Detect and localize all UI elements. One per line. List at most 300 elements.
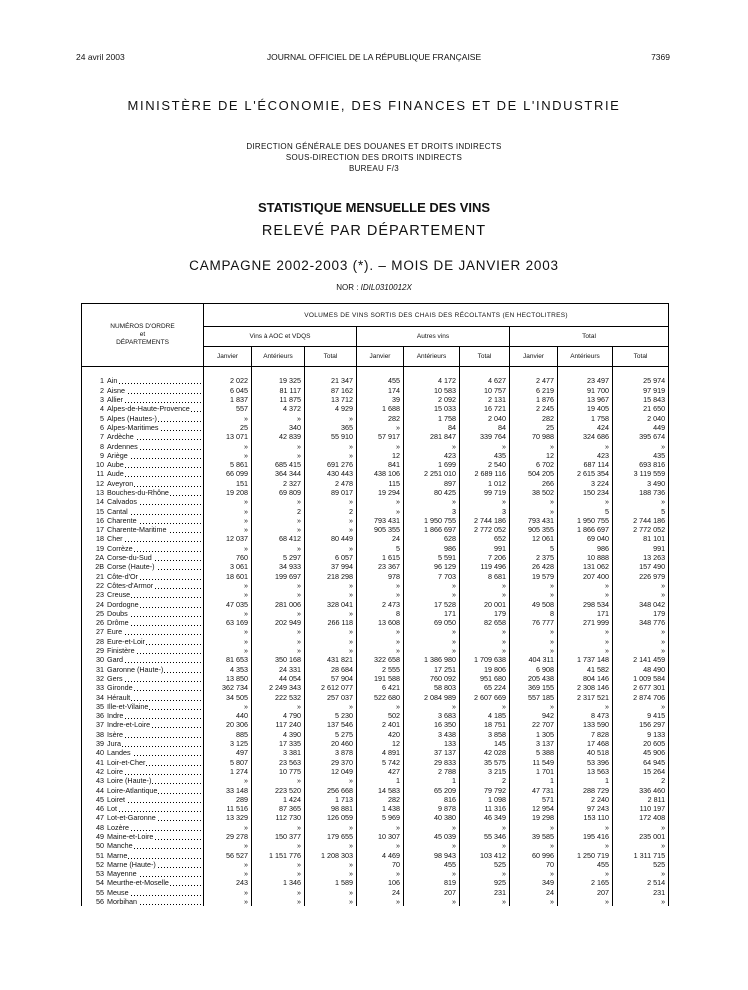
value-cell: 24 331 [252,665,305,674]
department-cell [82,674,204,683]
department-name-cell [107,832,202,841]
value-cell: 691 276 [305,460,357,469]
department-cell [82,376,204,385]
department-name: Alpes-Maritimes [107,422,159,432]
department-name: Ariège [107,450,128,460]
department-name-cell [107,711,202,720]
column-header: Total [613,347,669,367]
value-cell: » [357,590,404,599]
row-header-line-3: DÉPARTEMENTS [116,339,169,346]
value-cell: 13 329 [204,813,252,822]
department-name: Aude [107,469,124,479]
column-header: Total [305,347,357,367]
value-cell: 110 197 [613,804,669,813]
department-cell [82,525,204,534]
value-cell: 40 518 [558,748,613,757]
value-cell: 47 035 [204,599,252,608]
table-row [82,748,669,757]
table-row [82,692,669,701]
column-header: Antérieurs [404,347,460,367]
value-cell: 1 438 [357,804,404,813]
value-cell: 11 516 [204,804,252,813]
department-number: 7 [100,432,104,442]
value-cell: » [510,506,558,515]
value-cell: » [357,423,404,432]
value-cell: » [558,823,613,832]
value-cell: 322 658 [357,655,404,664]
department-name: Indre-et-Loire [107,720,151,730]
department-name: Côte-d'Or [107,571,138,581]
table-row [82,386,669,395]
value-cell: » [460,823,510,832]
value-cell: 365 [305,423,357,432]
value-cell: » [460,702,510,711]
table-row [82,525,669,534]
value-cell: 2 092 [404,395,460,404]
department-number: 23 [96,590,104,600]
department-name: Ardennes [107,441,138,451]
value-cell: 431 821 [305,655,357,664]
table-row [82,720,669,729]
value-cell: » [558,897,613,906]
spacer-cell [305,367,357,377]
value-cell: 10 307 [357,832,404,841]
value-cell: 3 125 [204,739,252,748]
value-cell: » [305,609,357,618]
department-number: 11 [96,469,104,479]
value-cell: 1 009 584 [613,674,669,683]
department-name: Landes [107,748,131,758]
value-cell: 156 297 [613,720,669,729]
department-cell [82,897,204,906]
value-cell: 3 438 [404,730,460,739]
department-name-cell [107,525,202,534]
value-cell: » [558,627,613,636]
value-cell: 19 579 [510,572,558,581]
spacer-cell [252,367,305,377]
value-cell: 20 306 [204,720,252,729]
value-cell: 87 162 [305,386,357,395]
department-name-cell [107,451,202,460]
table-row [82,683,669,692]
value-cell: 153 110 [558,813,613,822]
value-cell: 37 994 [305,562,357,571]
department-name-cell [107,860,202,869]
value-cell: 1 713 [305,795,357,804]
value-cell: 3 381 [252,748,305,757]
value-cell: » [252,627,305,636]
value-cell: 12 [357,451,404,460]
value-cell: 69 809 [252,488,305,497]
header-page-number: 7369 [651,52,670,62]
value-cell: 9 415 [613,711,669,720]
value-cell: » [404,869,460,878]
value-cell: 5 969 [357,813,404,822]
department-cell [82,804,204,813]
department-name-cell [107,878,202,887]
department-name-cell [107,534,202,543]
department-name: Morbihan [107,897,137,907]
department-cell [82,627,204,636]
value-cell: 84 [460,423,510,432]
department-cell [82,823,204,832]
value-cell: 19 806 [460,665,510,674]
value-cell: 8 473 [558,711,613,720]
department-number: 49 [96,831,104,841]
value-cell: 2 245 [510,404,558,413]
value-cell: 172 408 [613,813,669,822]
value-cell: 82 658 [460,618,510,627]
value-cell: 45 906 [613,748,669,757]
table-row [82,823,669,832]
value-cell: 16 721 [460,404,510,413]
table-row [82,841,669,850]
value-cell: 1 311 715 [613,850,669,859]
table-row [82,665,669,674]
value-cell: 38 502 [510,488,558,497]
value-cell: 7 206 [460,553,510,562]
value-cell: 449 [613,423,669,432]
value-cell: 12 [357,739,404,748]
value-cell: 6 045 [204,386,252,395]
value-cell: » [613,702,669,711]
value-cell: 87 365 [252,804,305,813]
department-name-cell [107,460,202,469]
department-name: Loiret [107,794,125,804]
value-cell: 19 405 [558,404,613,413]
department-number: 27 [96,627,104,637]
department-cell [82,395,204,404]
value-cell: 202 949 [252,618,305,627]
value-cell: 39 585 [510,832,558,841]
value-cell: 37 137 [404,748,460,757]
value-cell: 256 668 [305,785,357,794]
value-cell: 502 [357,711,404,720]
value-cell: 1 012 [460,479,510,488]
table-row [82,497,669,506]
department-name-cell [107,786,202,795]
value-cell: 20 001 [460,599,510,608]
value-cell: 3 878 [305,748,357,757]
value-cell: 2 022 [204,376,252,385]
value-cell: 2 317 521 [558,692,613,701]
department-cell [82,869,204,878]
value-cell: 282 [357,413,404,422]
value-cell: » [404,441,460,450]
value-cell: » [204,823,252,832]
value-cell: » [252,609,305,618]
value-cell: 2 [460,776,510,785]
value-cell: » [460,627,510,636]
value-cell: 69 050 [404,618,460,627]
value-cell: » [558,497,613,506]
value-cell: 2 689 116 [460,469,510,478]
value-cell: 4 372 [252,404,305,413]
value-cell: 15 843 [613,395,669,404]
value-cell: 25 [204,423,252,432]
department-number: 29 [96,646,104,656]
value-cell: 2 [252,506,305,515]
value-cell: » [404,841,460,850]
value-cell: 281 847 [404,432,460,441]
value-cell: 404 311 [510,655,558,664]
value-cell: 48 490 [613,665,669,674]
value-cell: 115 [357,479,404,488]
spacer-cell [558,367,613,377]
value-cell: 20 605 [613,739,669,748]
value-cell: » [404,823,460,832]
group-header-total: Total [510,327,669,347]
value-cell: 6 702 [510,460,558,469]
value-cell: 687 114 [558,460,613,469]
value-cell: 97 243 [558,804,613,813]
value-cell: 4 172 [404,376,460,385]
department-cell [82,423,204,432]
value-cell: 10 775 [252,767,305,776]
department-name: Gers [107,673,123,683]
value-cell: » [613,823,669,832]
department-name: Côtes-d'Armor [107,580,154,590]
value-cell: 207 400 [558,572,613,581]
value-cell: 1 098 [460,795,510,804]
value-cell: » [510,637,558,646]
department-number: 25 [96,608,104,618]
value-cell: 2 555 [357,665,404,674]
value-cell: 2 874 706 [613,692,669,701]
department-name-cell [107,776,202,785]
department-number: 36 [96,711,104,721]
value-cell: » [204,581,252,590]
table-row [82,516,669,525]
value-cell: » [204,888,252,897]
value-cell: 1 615 [357,553,404,562]
value-cell: 4 185 [460,711,510,720]
value-cell: » [404,637,460,646]
department-cell [82,767,204,776]
value-cell: » [204,646,252,655]
value-cell: » [305,441,357,450]
table-row [82,479,669,488]
value-cell: 150 377 [252,832,305,841]
value-cell: 9 878 [404,804,460,813]
value-cell: 1 688 [357,404,404,413]
value-cell: 70 [510,860,558,869]
value-cell: 266 118 [305,618,357,627]
value-cell: » [510,702,558,711]
table-row [82,832,669,841]
value-cell: 24 [357,888,404,897]
value-cell: » [404,702,460,711]
department-name: Corse (Haute-) [107,562,155,572]
value-cell: 33 148 [204,785,252,794]
department-name-cell [107,841,202,850]
table-row [82,553,669,562]
value-cell: » [510,627,558,636]
department-number: 4 [100,404,104,414]
value-cell: 1 [510,776,558,785]
running-header [0,52,748,66]
value-cell: » [357,627,404,636]
value-cell: 1 151 776 [252,850,305,859]
value-cell: 819 [404,878,460,887]
department-name-cell [107,637,202,646]
value-cell: » [252,888,305,897]
department-name: Ardèche [107,432,134,442]
value-cell: » [252,581,305,590]
department-name-cell [107,739,202,748]
value-cell: 2 744 186 [460,516,510,525]
value-cell: » [558,590,613,599]
department-name: Charente [107,515,137,525]
department-number: 44 [96,785,104,795]
value-cell: 226 979 [613,572,669,581]
value-cell: » [305,776,357,785]
department-number: 15 [96,506,104,516]
value-cell: 13 712 [305,395,357,404]
value-cell: 2 788 [404,767,460,776]
value-cell: 22 707 [510,720,558,729]
value-cell: » [510,897,558,906]
value-cell: 6 219 [510,386,558,395]
value-cell: » [204,869,252,878]
header-date: 24 avril 2003 [76,52,125,62]
value-cell: 53 396 [558,757,613,766]
table-row [82,441,669,450]
value-cell: » [613,841,669,850]
value-cell: 5 297 [252,553,305,562]
table-row [82,572,669,581]
table-spacer-row [82,367,669,377]
table-row [82,599,669,608]
department-name: Meuse [107,887,129,897]
department-name: Eure [107,627,123,637]
column-header: Janvier [204,347,252,367]
value-cell: 1 250 719 [558,850,613,859]
value-cell: » [613,627,669,636]
value-cell: 2 308 146 [558,683,613,692]
value-cell: 420 [357,730,404,739]
document-title: STATISTIQUE MENSUELLE DES VINS [257,200,491,215]
department-name: Loire (Haute-) [107,776,152,786]
value-cell: » [510,869,558,878]
department-name-cell [107,432,202,441]
department-number: 31 [96,664,104,674]
department-name: Lozère [107,822,129,832]
value-cell: 841 [357,460,404,469]
value-cell: » [357,497,404,506]
value-cell: 137 546 [305,720,357,729]
department-cell [82,795,204,804]
value-cell: 55 910 [305,432,357,441]
value-cell: 2 677 301 [613,683,669,692]
value-cell: 281 006 [252,599,305,608]
table-row [82,813,669,822]
value-cell: 47 731 [510,785,558,794]
department-number: 51 [96,850,104,860]
value-cell: 1 950 755 [404,516,460,525]
department-cell [82,432,204,441]
department-number: 45 [96,794,104,804]
department-name-cell [107,442,202,451]
value-cell: 1 709 638 [460,655,510,664]
department-number: 48 [96,822,104,832]
value-cell: 3 061 [204,562,252,571]
value-cell: » [305,497,357,506]
value-cell: 4 390 [252,730,305,739]
department-number: 43 [96,776,104,786]
value-cell: » [204,637,252,646]
value-cell: 282 [510,413,558,422]
department-name: Cantal [107,506,128,516]
department-name-cell [107,702,202,711]
department-number: 14 [96,497,104,507]
value-cell: 171 [558,609,613,618]
department-number: 24 [96,599,104,609]
department-name: Drôme [107,618,129,628]
department-name-cell [107,665,202,674]
department-cell [82,748,204,757]
value-cell: » [510,823,558,832]
row-header-cell [82,304,204,367]
department-name: Aveyron [107,478,134,488]
value-cell: 24 [357,534,404,543]
department-name-cell [107,646,202,655]
value-cell: 80 425 [404,488,460,497]
value-cell: 324 686 [558,432,613,441]
department-cell [82,730,204,739]
department-name-cell [107,730,202,739]
value-cell: » [357,441,404,450]
value-cell: 497 [204,748,252,757]
value-cell: 5 742 [357,757,404,766]
department-name-cell [107,590,202,599]
value-cell: 188 736 [613,488,669,497]
value-cell: » [305,897,357,906]
value-cell: 10 583 [404,386,460,395]
value-cell: 131 062 [558,562,613,571]
value-cell: 179 [460,609,510,618]
value-cell: 504 205 [510,469,558,478]
value-cell: 1 699 [404,460,460,469]
spacer-cell [357,367,404,377]
department-name: Loire [107,766,123,776]
value-cell: » [204,627,252,636]
department-name-cell [107,469,202,478]
department-number: 12 [96,478,104,488]
value-cell: 340 [252,423,305,432]
value-cell: 45 039 [404,832,460,841]
value-cell: 1 837 [204,395,252,404]
department-name-cell [107,414,202,423]
department-name: Indre [107,711,124,721]
value-cell: » [252,413,305,422]
value-cell: » [204,525,252,534]
department-cell [82,451,204,460]
table-row [82,795,669,804]
spacer-cell [82,367,204,377]
value-cell: » [460,590,510,599]
department-number: 56 [96,897,104,907]
department-name-cell [107,395,202,404]
table-row [82,413,669,422]
department-number: 32 [96,673,104,683]
value-cell: 438 106 [357,469,404,478]
value-cell: 18 751 [460,720,510,729]
value-cell: » [305,525,357,534]
department-name-cell [107,813,202,822]
value-cell: 455 [404,860,460,869]
value-cell: » [305,413,357,422]
